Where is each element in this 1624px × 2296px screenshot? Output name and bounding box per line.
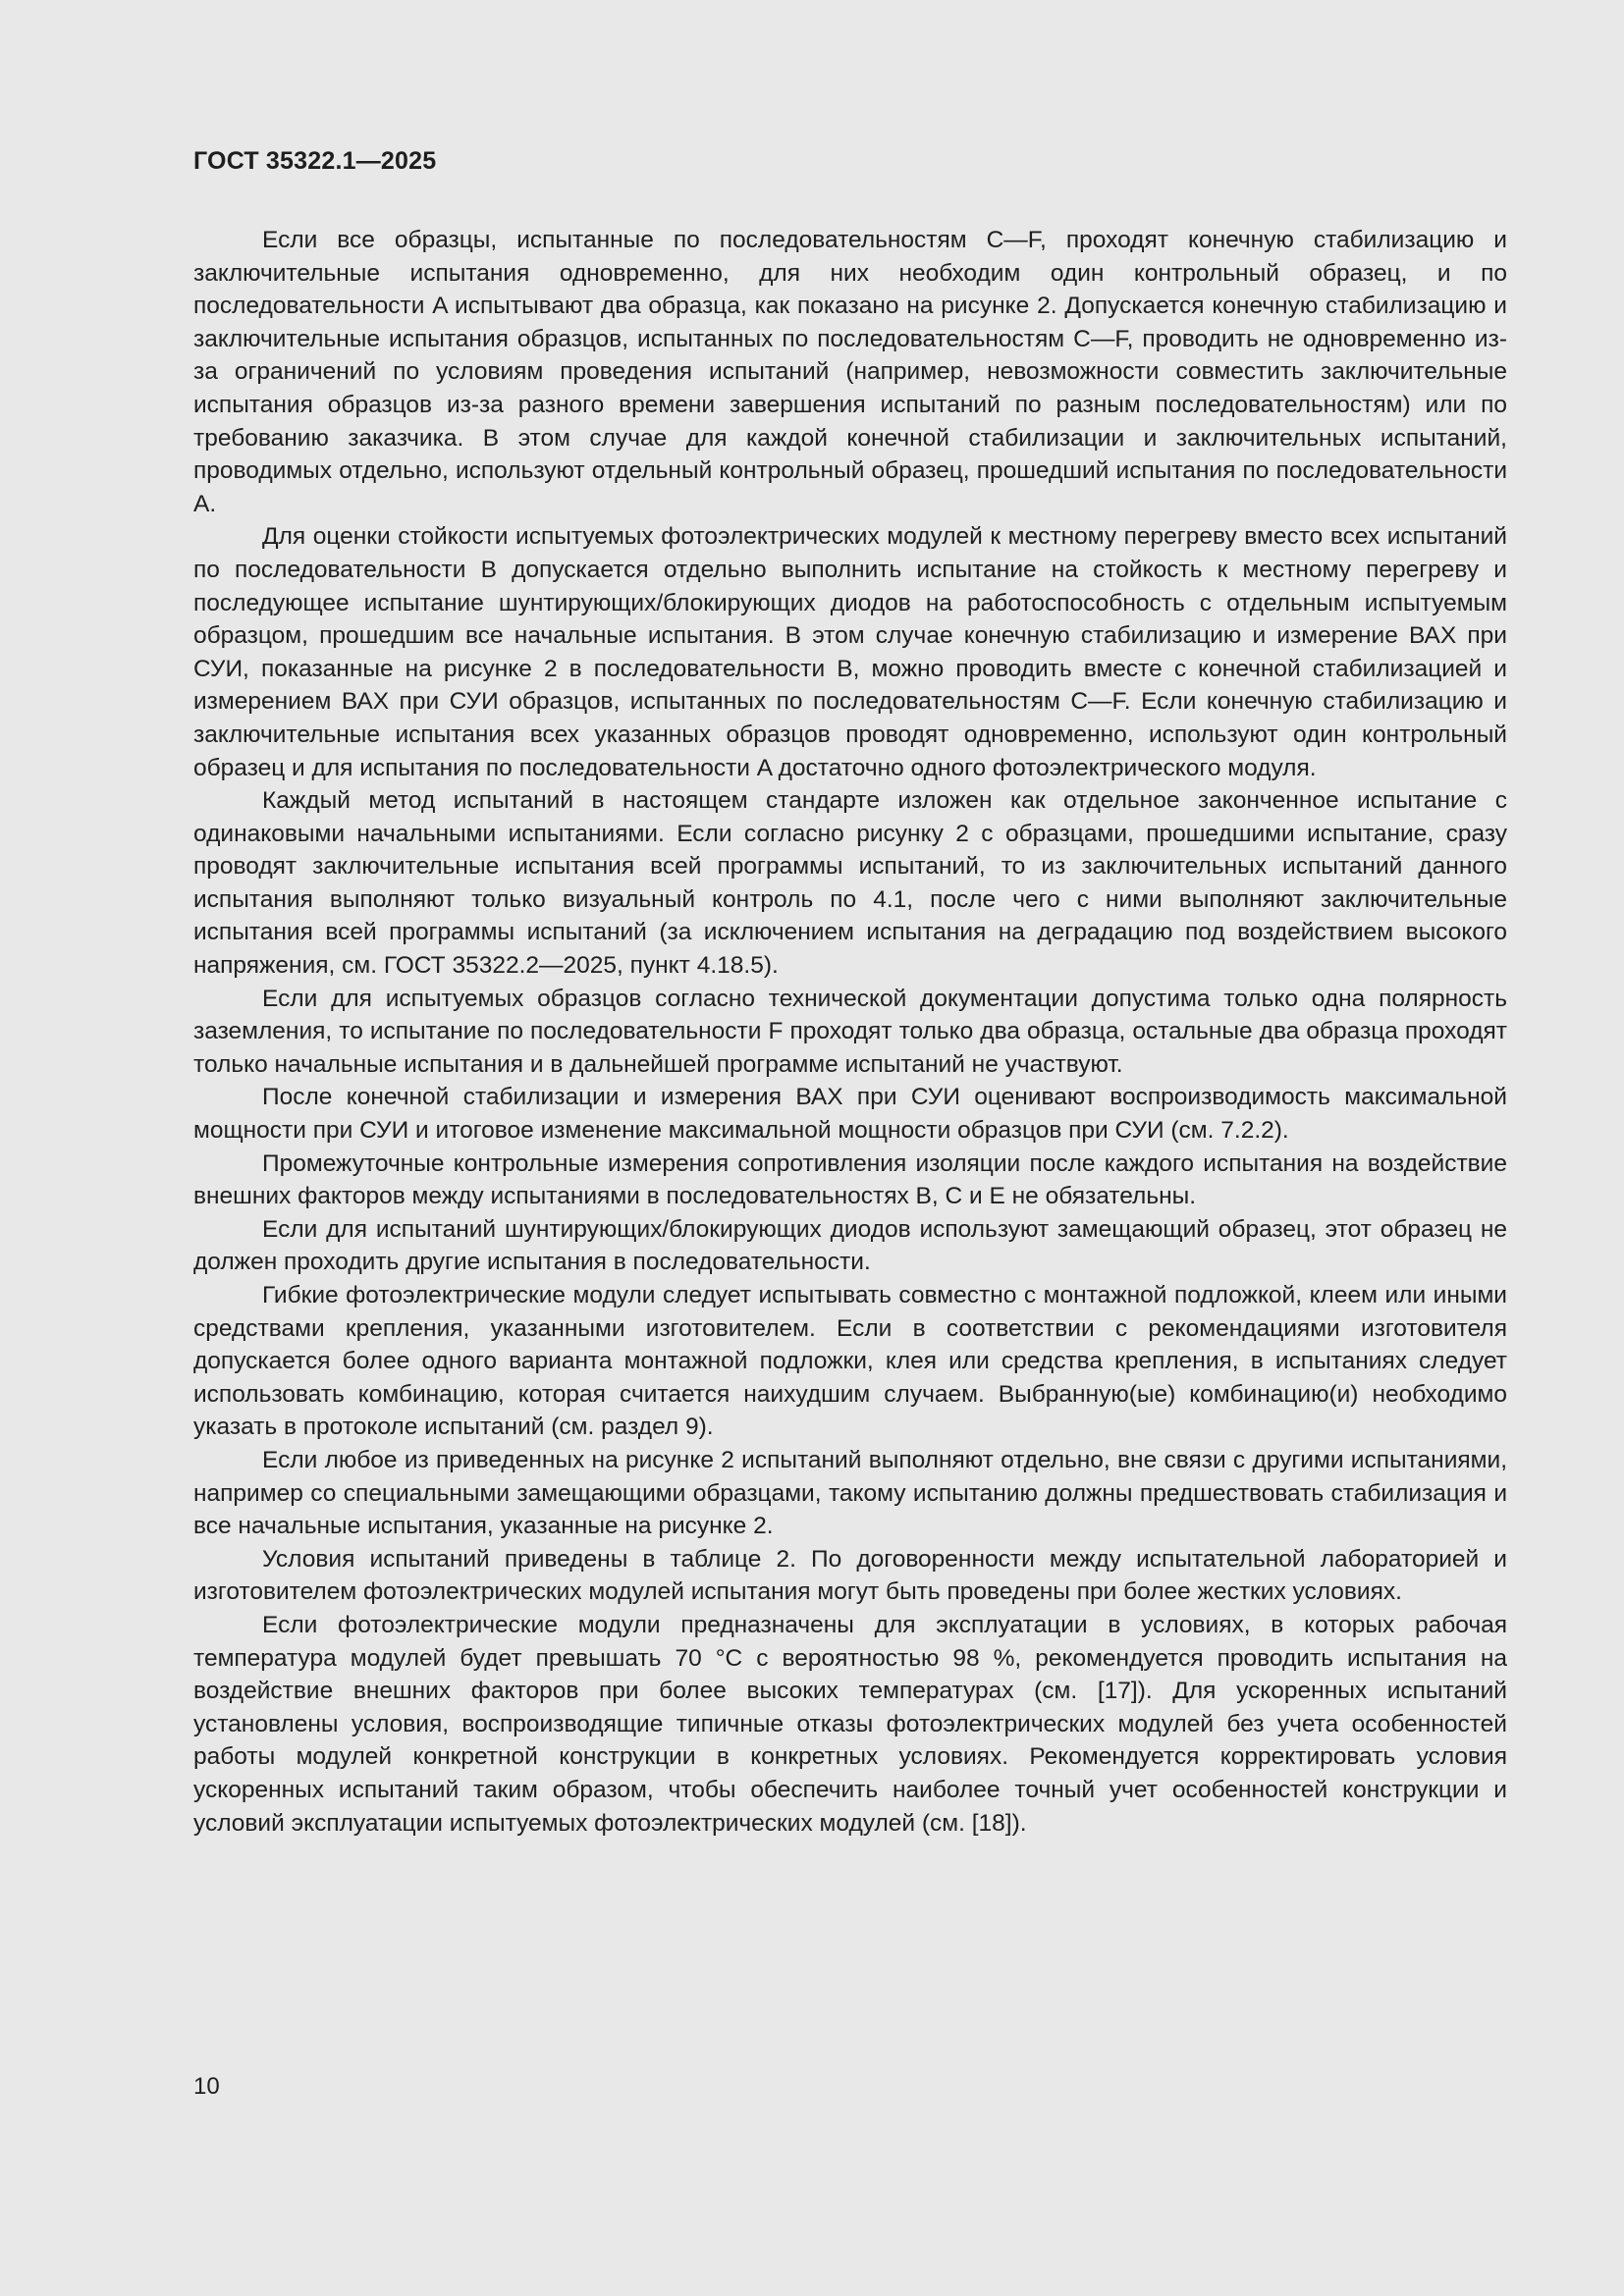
paragraph: Если для испытаний шунтирующих/блокирующих диодов используют замещающий образец, этот образец не должен проходить другие испытания в последовательности.: [193, 1215, 1507, 1276]
document-header-standard-id: ГОСТ 35322.1—2025: [193, 147, 437, 175]
paragraph: Для оценки стойкости испытуемых фотоэлектрических модулей к местному перегреву вместо всех испытаний по последовательности B допускается отдельно выполнить испытание на стойкость к местному перегреву и последующее испытание шунтирующих/блокирующих диодов на работоспособность с отдельным испытуемым образцом, прошедшим все начальные испытания. В этом случае конечную стабилизацию и измерение ВАХ при СУИ, показанные на рисунке 2 в последовательности B, можно проводить вместе с конечной стабилизацией и измерением ВАХ при СУИ образцов, испытанных по последовательностям C—F. Если конечную стабилизацию и заключительные испытания всех указанных образцов проводят одновременно, используют один контрольный образец и для испытания по последовательности A достаточно одного фотоэлектрического модуля.: [193, 523, 1507, 781]
paragraph: Условия испытаний приведены в таблице 2. По договоренности между испытательной лабораторией и изготовителем фотоэлектрических модулей испытания могут быть проведены при более жестких условиях.: [193, 1545, 1507, 1606]
paragraph: Если любое из приведенных на рисунке 2 испытаний выполняют отдельно, вне связи с другими испытаниями, например со специальными замещающими образцами, такому испытанию должны предшествовать стабилизация и все начальные испытания, указанные на рисунке 2.: [193, 1446, 1507, 1540]
paragraph: Если для испытуемых образцов согласно технической документации допустима только одна полярность заземления, то испытание по последовательности F проходят только два образца, остальные два образца проходят только начальные испытания и в дальнейшей программе испытаний не участвуют.: [193, 985, 1507, 1078]
page-number: 10: [193, 2073, 220, 2100]
paragraph: Если все образцы, испытанные по последовательностям C—F, проходят конечную стабилизацию и заключительные испытания одновременно, для них необходим один контрольный образец, и по последовательности A испытывают два образца, как показано на рисунке 2. Допускается конечную стабилизацию и заключительные испытания образцов, испытанных по последовательностям C—F, проводить не одновременно из-за ограничений по условиям проведения испытаний (например, невозможности совместить заключительные испытания образцов из-за разного времени завершения испытаний по разным последовательностям) или по требованию заказчика. В этом случае для каждой конечной стабилизации и заключительных испытаний, проводимых отдельно, используют отдельный контрольный образец, прошедший испытания по последовательности A.: [193, 227, 1507, 517]
paragraph: Если фотоэлектрические модули предназначены для эксплуатации в условиях, в которых рабочая температура модулей будет превышать 70 °C с вероятностью 98 %, рекомендуется проводить испытания на воздействие внешних факторов при более высоких температурах (см. [17]). Для ускоренных испытаний установлены условия, воспроизводящие типичные отказы фотоэлектрических модулей без учета особенностей работы модулей конкретной конструкции в конкретных условиях. Рекомендуется корректировать условия ускоренных испытаний таким образом, чтобы обеспечить наиболее точный учет особенностей конструкции и условий эксплуатации испытуемых фотоэлектрических модулей (см. [18]).: [193, 1611, 1507, 1837]
paragraph: Каждый метод испытаний в настоящем стандарте изложен как отдельное законченное испытание с одинаковыми начальными испытаниями. Если согласно рисунку 2 с образцами, прошедшими испытание, сразу проводят заключительные испытания всей программы испытаний, то из заключительных испытаний данного испытания выполняют только визуальный контроль по 4.1, после чего с ними выполняют заключительные испытания всей программы испытаний (за исключением испытания на деградацию под воздействием высокого напряжения, см. ГОСТ 35322.2—2025, пункт 4.18.5).: [193, 787, 1507, 980]
paragraph: Промежуточные контрольные измерения сопротивления изоляции после каждого испытания на воздействие внешних факторов между испытаниями в последовательностях B, C и E не обязательны.: [193, 1149, 1507, 1210]
paragraph: Гибкие фотоэлектрические модули следует испытывать совместно с монтажной подложкой, клеем или иными средствами крепления, указанными изготовителем. Если в соответствии с рекомендациями изготовителя допускается более одного варианта монтажной подложки, клея или средства крепления, в испытаниях следует использовать комбинацию, которая считается наихудшим случаем. Выбранную(ые) комбинацию(и) необходимо указать в протоколе испытаний (см. раздел 9).: [193, 1282, 1507, 1441]
paragraph: После конечной стабилизации и измерения ВАХ при СУИ оценивают воспроизводимость максимальной мощности при СУИ и итоговое изменение максимальной мощности образцов при СУИ (см. 7.2.2).: [193, 1084, 1507, 1145]
document-body: [193, 224, 1507, 1840]
